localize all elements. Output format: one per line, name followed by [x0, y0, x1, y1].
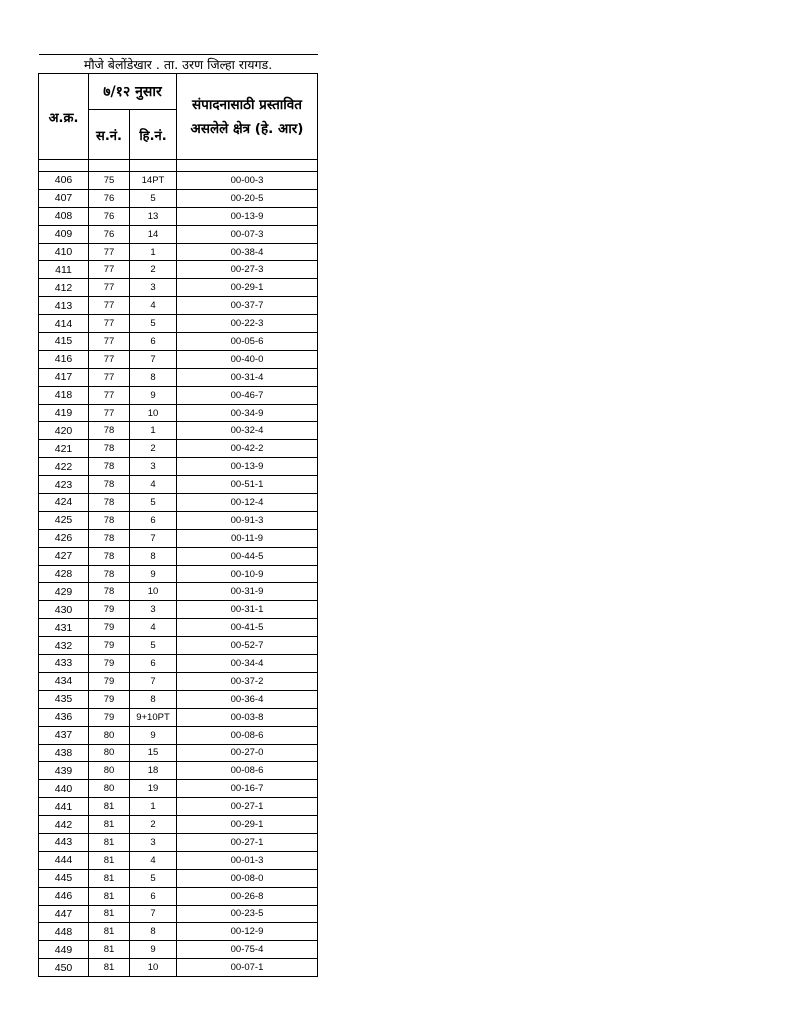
survey-number-cell: 79	[89, 619, 130, 637]
table-row	[39, 941, 318, 959]
table-row	[39, 959, 318, 977]
area-cell: 00-31-4	[177, 368, 318, 386]
table-row	[39, 207, 318, 225]
subdivision-number-cell: 18	[130, 762, 177, 780]
area-cell: 00-20-5	[177, 189, 318, 207]
survey-number-cell: 81	[89, 833, 130, 851]
subdivision-number-cell: 7	[130, 905, 177, 923]
area-cell: 00-03-8	[177, 708, 318, 726]
serial-number-cell: 437	[39, 726, 89, 744]
area-cell: 00-12-4	[177, 494, 318, 512]
survey-number-cell: 81	[89, 887, 130, 905]
subdivision-number-cell: 3	[130, 279, 177, 297]
survey-number-cell: 79	[89, 637, 130, 655]
area-cell: 00-46-7	[177, 386, 318, 404]
table-row	[39, 565, 318, 583]
subdivision-number-cell: 7	[130, 529, 177, 547]
area-cell: 00-31-9	[177, 583, 318, 601]
area-cell: 00-08-6	[177, 762, 318, 780]
subdivision-number-cell: 9	[130, 565, 177, 583]
serial-number-cell: 444	[39, 851, 89, 869]
serial-number-cell: 443	[39, 833, 89, 851]
serial-number-cell: 419	[39, 404, 89, 422]
area-cell: 00-51-1	[177, 476, 318, 494]
area-cell: 00-12-9	[177, 923, 318, 941]
table-row	[39, 440, 318, 458]
area-cell: 00-07-1	[177, 959, 318, 977]
subdivision-number-cell: 9	[130, 726, 177, 744]
subdivision-number-cell: 14PT	[130, 172, 177, 190]
serial-number-cell: 413	[39, 297, 89, 315]
table-row	[39, 601, 318, 619]
serial-number-cell: 414	[39, 315, 89, 333]
area-cell: 00-27-0	[177, 744, 318, 762]
area-cell: 00-31-1	[177, 601, 318, 619]
table-row	[39, 511, 318, 529]
survey-number-cell: 77	[89, 315, 130, 333]
subdivision-number-cell: 13	[130, 207, 177, 225]
serial-number-cell: 418	[39, 386, 89, 404]
area-cell: 00-41-5	[177, 619, 318, 637]
subdivision-number-cell: 10	[130, 583, 177, 601]
serial-number-cell: 448	[39, 923, 89, 941]
area-cell: 00-23-5	[177, 905, 318, 923]
area-cell: 00-52-7	[177, 637, 318, 655]
subdivision-number-cell: 5	[130, 869, 177, 887]
subdivision-number-cell: 14	[130, 225, 177, 243]
survey-number-cell: 77	[89, 297, 130, 315]
survey-number-cell: 77	[89, 368, 130, 386]
serial-number-cell: 427	[39, 547, 89, 565]
area-cell: 00-10-9	[177, 565, 318, 583]
subdivision-number-cell: 7	[130, 350, 177, 368]
survey-number-cell: 78	[89, 440, 130, 458]
serial-number-cell: 435	[39, 690, 89, 708]
table-row	[39, 780, 318, 798]
area-cell: 00-26-8	[177, 887, 318, 905]
header-spacer-row	[39, 160, 318, 172]
subdivision-number-cell: 2	[130, 261, 177, 279]
survey-number-cell: 81	[89, 869, 130, 887]
table-row	[39, 333, 318, 351]
subdivision-number-cell: 10	[130, 404, 177, 422]
area-cell: 00-27-3	[177, 261, 318, 279]
serial-number-cell: 438	[39, 744, 89, 762]
subdivision-number-cell: 6	[130, 655, 177, 673]
survey-number-cell: 81	[89, 851, 130, 869]
serial-number-cell: 440	[39, 780, 89, 798]
subdivision-number-cell: 3	[130, 458, 177, 476]
survey-number-cell: 77	[89, 261, 130, 279]
subdivision-number-header: हि.नं.	[130, 110, 177, 160]
survey-number-cell: 81	[89, 923, 130, 941]
survey-number-cell: 79	[89, 690, 130, 708]
subdivision-number-cell: 8	[130, 923, 177, 941]
serial-number-cell: 423	[39, 476, 89, 494]
table-body	[39, 172, 318, 977]
survey-number-cell: 77	[89, 350, 130, 368]
survey-number-cell: 81	[89, 959, 130, 977]
area-cell: 00-27-1	[177, 798, 318, 816]
table-row	[39, 261, 318, 279]
subdivision-number-cell: 5	[130, 494, 177, 512]
survey-number-cell: 78	[89, 583, 130, 601]
area-cell: 00-37-2	[177, 672, 318, 690]
survey-number-cell: 79	[89, 601, 130, 619]
serial-number-cell: 436	[39, 708, 89, 726]
table-row	[39, 762, 318, 780]
table-row	[39, 744, 318, 762]
area-cell: 00-75-4	[177, 941, 318, 959]
subdivision-number-cell: 1	[130, 798, 177, 816]
survey-number-cell: 77	[89, 333, 130, 351]
area-cell: 00-13-9	[177, 207, 318, 225]
survey-number-cell: 76	[89, 207, 130, 225]
serial-number-cell: 433	[39, 655, 89, 673]
serial-number-cell: 430	[39, 601, 89, 619]
subdivision-number-cell: 8	[130, 690, 177, 708]
serial-number-cell: 442	[39, 816, 89, 834]
table-row	[39, 833, 318, 851]
table-row	[39, 315, 318, 333]
survey-number-cell: 80	[89, 726, 130, 744]
subdivision-number-cell: 9	[130, 386, 177, 404]
area-cell: 00-07-3	[177, 225, 318, 243]
area-cell: 00-16-7	[177, 780, 318, 798]
survey-number-cell: 76	[89, 225, 130, 243]
table-row	[39, 690, 318, 708]
table-row	[39, 386, 318, 404]
survey-number-cell: 81	[89, 941, 130, 959]
survey-number-cell: 75	[89, 172, 130, 190]
area-cell: 00-91-3	[177, 511, 318, 529]
subdivision-number-cell: 3	[130, 601, 177, 619]
serial-number-cell: 410	[39, 243, 89, 261]
serial-number-cell: 449	[39, 941, 89, 959]
area-cell: 00-42-2	[177, 440, 318, 458]
serial-number-cell: 424	[39, 494, 89, 512]
survey-number-cell: 78	[89, 458, 130, 476]
serial-number-cell: 421	[39, 440, 89, 458]
area-cell: 00-40-0	[177, 350, 318, 368]
survey-number-header: स.नं.	[89, 110, 130, 160]
area-cell: 00-08-0	[177, 869, 318, 887]
subdivision-number-cell: 8	[130, 368, 177, 386]
village-title: मौजे बेलोंडेखार . ता. उरण जिल्हा रायगड.	[39, 55, 318, 74]
serial-number-cell: 441	[39, 798, 89, 816]
survey-number-cell: 77	[89, 243, 130, 261]
serial-number-cell: 416	[39, 350, 89, 368]
survey-number-cell: 79	[89, 672, 130, 690]
subdivision-number-cell: 5	[130, 637, 177, 655]
serial-number-cell: 431	[39, 619, 89, 637]
table-row	[39, 637, 318, 655]
area-cell: 00-38-4	[177, 243, 318, 261]
table-row	[39, 708, 318, 726]
survey-number-cell: 81	[89, 816, 130, 834]
area-cell: 00-00-3	[177, 172, 318, 190]
table-row	[39, 726, 318, 744]
area-cell: 00-13-9	[177, 458, 318, 476]
table-row	[39, 279, 318, 297]
serial-number-cell: 450	[39, 959, 89, 977]
serial-number-cell: 420	[39, 422, 89, 440]
survey-number-cell: 80	[89, 762, 130, 780]
subdivision-number-cell: 5	[130, 315, 177, 333]
table-row	[39, 494, 318, 512]
area-cell: 00-29-1	[177, 816, 318, 834]
subdivision-number-cell: 2	[130, 816, 177, 834]
subdivision-number-cell: 15	[130, 744, 177, 762]
table-row	[39, 350, 318, 368]
survey-number-cell: 78	[89, 529, 130, 547]
serial-number-header: अ.क्र.	[39, 74, 89, 160]
serial-number-cell: 415	[39, 333, 89, 351]
survey-number-cell: 77	[89, 279, 130, 297]
subdivision-number-cell: 6	[130, 333, 177, 351]
subdivision-number-cell: 2	[130, 440, 177, 458]
record-7-12-group-header: ७/१२ नुसार	[89, 74, 177, 110]
table-row	[39, 619, 318, 637]
table-row	[39, 816, 318, 834]
area-cell: 00-44-5	[177, 547, 318, 565]
serial-number-cell: 425	[39, 511, 89, 529]
area-cell: 00-11-9	[177, 529, 318, 547]
subdivision-number-cell: 10	[130, 959, 177, 977]
survey-number-cell: 80	[89, 744, 130, 762]
table-row	[39, 189, 318, 207]
survey-number-cell: 79	[89, 655, 130, 673]
serial-number-cell: 412	[39, 279, 89, 297]
area-cell: 00-05-6	[177, 333, 318, 351]
area-cell: 00-22-3	[177, 315, 318, 333]
area-cell: 00-37-7	[177, 297, 318, 315]
survey-number-cell: 79	[89, 708, 130, 726]
serial-number-cell: 406	[39, 172, 89, 190]
subdivision-number-cell: 9+10PT	[130, 708, 177, 726]
serial-number-cell: 439	[39, 762, 89, 780]
table-row	[39, 422, 318, 440]
subdivision-number-cell: 3	[130, 833, 177, 851]
table-row	[39, 798, 318, 816]
table-row	[39, 368, 318, 386]
table-row	[39, 672, 318, 690]
land-acquisition-table	[38, 54, 318, 977]
survey-number-cell: 77	[89, 386, 130, 404]
subdivision-number-cell: 9	[130, 941, 177, 959]
survey-number-cell: 78	[89, 547, 130, 565]
serial-number-cell: 445	[39, 869, 89, 887]
serial-number-cell: 417	[39, 368, 89, 386]
serial-number-cell: 408	[39, 207, 89, 225]
proposed-area-header: संपादनासाठी प्रस्तावित असलेले क्षेत्र (हे. आर)	[177, 74, 318, 160]
table-row	[39, 923, 318, 941]
serial-number-cell: 429	[39, 583, 89, 601]
subdivision-number-cell: 4	[130, 297, 177, 315]
area-cell: 00-34-4	[177, 655, 318, 673]
table-row	[39, 458, 318, 476]
survey-number-cell: 77	[89, 404, 130, 422]
serial-number-cell: 407	[39, 189, 89, 207]
survey-number-cell: 78	[89, 511, 130, 529]
table-row	[39, 297, 318, 315]
survey-number-cell: 76	[89, 189, 130, 207]
subdivision-number-cell: 1	[130, 422, 177, 440]
area-cell: 00-27-1	[177, 833, 318, 851]
subdivision-number-cell: 19	[130, 780, 177, 798]
serial-number-cell: 409	[39, 225, 89, 243]
table-row	[39, 172, 318, 190]
survey-number-cell: 78	[89, 476, 130, 494]
subdivision-number-cell: 6	[130, 887, 177, 905]
subdivision-number-cell: 6	[130, 511, 177, 529]
subdivision-number-cell: 5	[130, 189, 177, 207]
area-cell: 00-36-4	[177, 690, 318, 708]
subdivision-number-cell: 1	[130, 243, 177, 261]
table-row	[39, 583, 318, 601]
subdivision-number-cell: 4	[130, 851, 177, 869]
survey-number-cell: 80	[89, 780, 130, 798]
serial-number-cell: 447	[39, 905, 89, 923]
table-row	[39, 887, 318, 905]
survey-number-cell: 81	[89, 798, 130, 816]
area-cell: 00-29-1	[177, 279, 318, 297]
table-row	[39, 225, 318, 243]
subdivision-number-cell: 4	[130, 619, 177, 637]
area-cell: 00-34-9	[177, 404, 318, 422]
subdivision-number-cell: 4	[130, 476, 177, 494]
table-row	[39, 476, 318, 494]
serial-number-cell: 422	[39, 458, 89, 476]
serial-number-cell: 411	[39, 261, 89, 279]
survey-number-cell: 78	[89, 565, 130, 583]
survey-number-cell: 78	[89, 422, 130, 440]
area-cell: 00-01-3	[177, 851, 318, 869]
table-row	[39, 655, 318, 673]
serial-number-cell: 446	[39, 887, 89, 905]
table-row	[39, 869, 318, 887]
area-cell: 00-08-6	[177, 726, 318, 744]
table-row	[39, 905, 318, 923]
area-cell: 00-32-4	[177, 422, 318, 440]
table-row	[39, 547, 318, 565]
serial-number-cell: 432	[39, 637, 89, 655]
serial-number-cell: 434	[39, 672, 89, 690]
table-row	[39, 529, 318, 547]
serial-number-cell: 428	[39, 565, 89, 583]
survey-number-cell: 81	[89, 905, 130, 923]
subdivision-number-cell: 7	[130, 672, 177, 690]
subdivision-number-cell: 8	[130, 547, 177, 565]
serial-number-cell: 426	[39, 529, 89, 547]
table-header	[39, 55, 318, 172]
survey-number-cell: 78	[89, 494, 130, 512]
table-row	[39, 404, 318, 422]
table-row	[39, 243, 318, 261]
table-row	[39, 851, 318, 869]
